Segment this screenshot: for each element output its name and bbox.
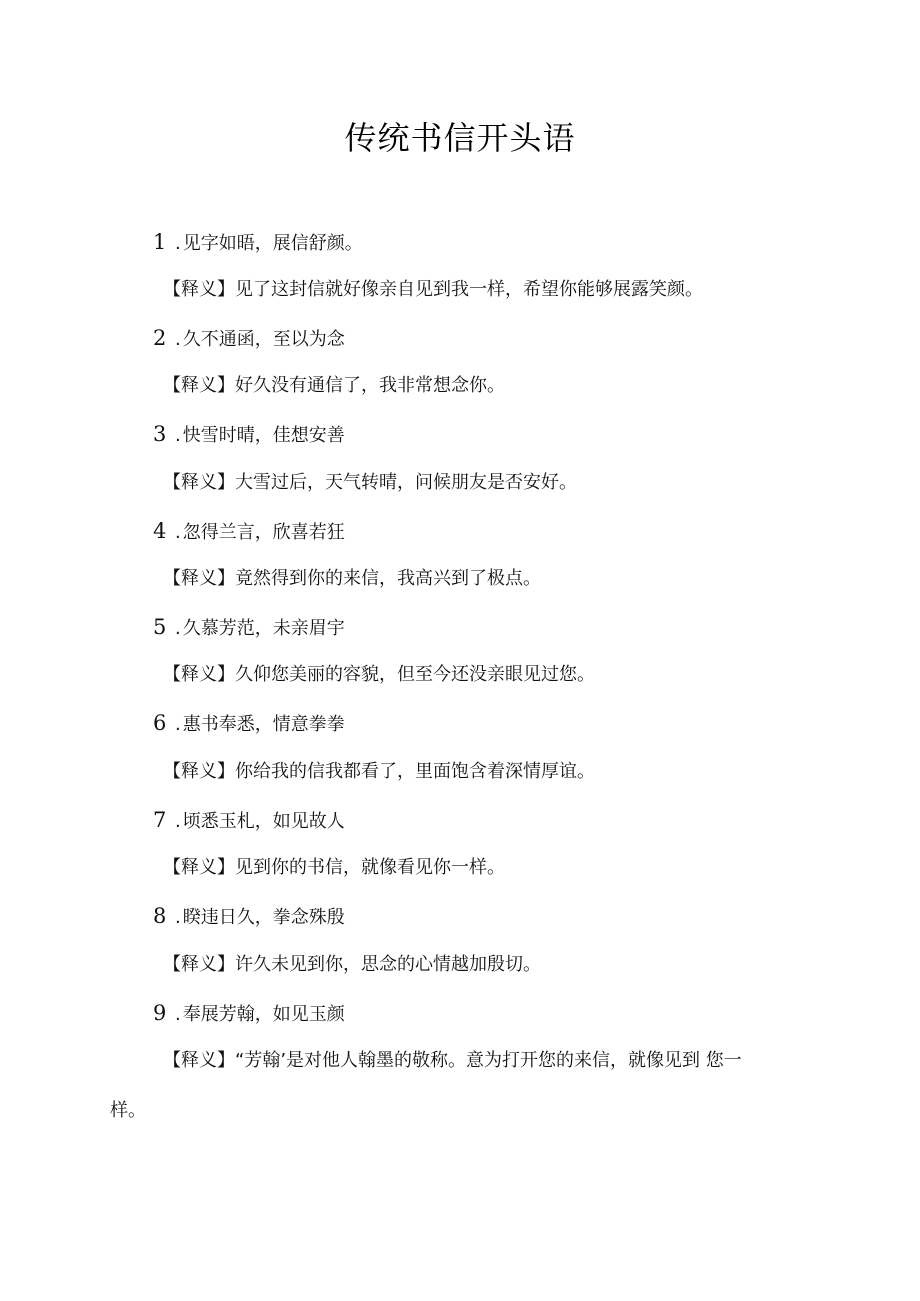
entry-phrase: 奉展芳翰，如见玉颜 — [182, 1004, 345, 1025]
entry-phrase: 惠书奉悉，情意拳拳 — [182, 714, 345, 735]
entry-4-heading — [153, 517, 345, 547]
entry-number: 7 — [153, 808, 167, 832]
entry-phrase: 睽违日久，拳念殊殷 — [182, 907, 345, 928]
entry-number: 4 — [153, 519, 167, 543]
entry-phrase: 顷悉玉札，如见故人 — [182, 811, 345, 832]
entry-4-explanation: 【释义】竟然得到你的来信，我高兴到了极点。 — [163, 568, 541, 589]
entry-dot: . — [175, 522, 181, 543]
entry-dot: . — [175, 233, 181, 254]
entry-phrase: 见字如晤，展信舒颜。 — [182, 233, 363, 254]
entry-5-explanation: 【释义】久仰您美丽的容貌，但至今还没亲眼见过您。 — [163, 664, 595, 685]
entry-3-heading — [153, 420, 345, 450]
entry-number: 9 — [153, 1001, 167, 1025]
entry-phrase: 久不通函，至以为念 — [182, 329, 345, 350]
entry-7-explanation: 【释义】见到你的书信，就像看见你一样。 — [163, 857, 505, 878]
entry-phrase: 忽得兰言，欣喜若狂 — [182, 522, 345, 543]
entry-dot: . — [175, 329, 181, 350]
entry-9-heading — [153, 999, 345, 1029]
entry-7-heading — [153, 806, 345, 836]
entry-1-heading — [153, 228, 363, 258]
entry-dot: . — [175, 714, 181, 735]
entry-dot: . — [175, 618, 181, 639]
entry-2-heading — [153, 324, 345, 354]
entry-8-heading — [153, 902, 345, 932]
entry-8-explanation: 【释义】许久未见到你，思念的心情越加殷切。 — [163, 954, 541, 975]
entry-number: 5 — [153, 615, 167, 639]
entry-6-explanation: 【释义】你给我的信我都看了，里面饱含着深情厚谊。 — [163, 761, 595, 782]
entry-2-explanation: 【释义】好久没有通信了，我非常想念你。 — [163, 375, 505, 396]
entry-number: 6 — [153, 711, 167, 735]
entry-1-explanation: 【释义】见了这封信就好像亲自见到我一样，希望你能够展露笑颜。 — [163, 279, 703, 300]
page-title: 传统书信开头语 — [344, 119, 576, 157]
entry-3-explanation: 【释义】大雪过后，天气转晴，问候朋友是否安好。 — [163, 472, 577, 493]
entry-5-heading — [153, 613, 345, 643]
entry-number: 8 — [153, 904, 167, 928]
entry-9-explanation-continued: 样。 — [110, 1100, 146, 1121]
entry-phrase: 快雪时晴，佳想安善 — [182, 425, 345, 446]
entry-number: 3 — [153, 422, 167, 446]
entry-dot: . — [175, 425, 181, 446]
entry-number: 2 — [153, 326, 167, 350]
entry-dot: . — [175, 907, 181, 928]
entry-9-explanation: 【释义】“芳翰’是对他人翰墨的敬称。意为打开您的来信，就像见到 您一 — [163, 1050, 742, 1071]
entry-phrase: 久慕芳范，未亲眉宇 — [182, 618, 345, 639]
entry-dot: . — [175, 1004, 181, 1025]
entry-dot: . — [175, 811, 181, 832]
entry-number: 1 — [153, 230, 167, 254]
entry-6-heading — [153, 709, 345, 739]
